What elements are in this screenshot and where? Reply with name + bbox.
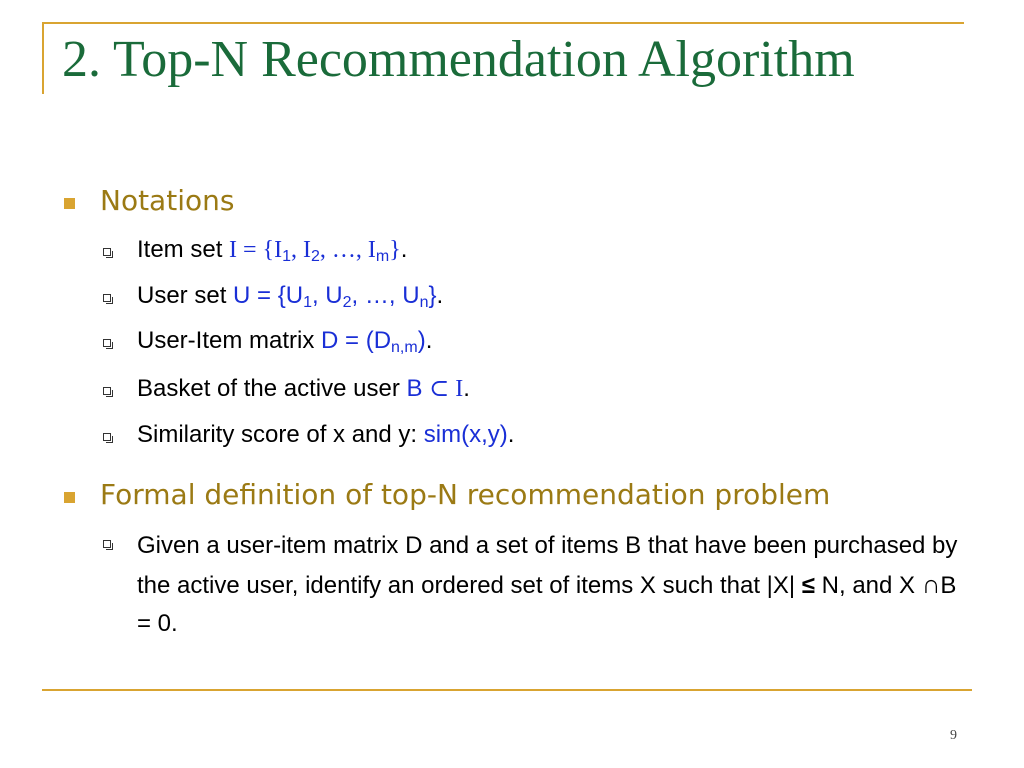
user-set-label: User set: [137, 282, 234, 309]
page-number: 9: [950, 728, 957, 743]
subset-symbol: ⊂: [429, 376, 450, 402]
square-bullet-icon: [64, 198, 75, 209]
formal-definition-heading: Formal definition of top-N recommendation problem: [100, 478, 831, 511]
hollow-square-bullet-icon: [103, 339, 111, 347]
item-set-open: I = {: [229, 237, 275, 263]
top-rule: [42, 22, 964, 24]
basket-label: Basket of the active user: [137, 375, 407, 402]
definition-paragraph: Given a user-item matrix D and a set of items B that have been purchased by the active user, identify an ordered set of items X such that |X| ≤ N, and X ∩B = 0.: [137, 532, 958, 637]
matrix-label: User-Item matrix: [137, 327, 322, 354]
item-set-label: Item set: [137, 236, 230, 263]
hollow-square-bullet-icon: [103, 433, 111, 441]
bottom-rule: [42, 689, 972, 691]
hollow-square-bullet-icon: [103, 294, 111, 302]
left-rule: [42, 22, 44, 94]
hollow-square-bullet-icon: [103, 387, 111, 395]
intersection-symbol: ∩: [921, 569, 941, 599]
slide-title: 2. Top-N Recommendation Algorithm: [62, 31, 855, 88]
hollow-square-bullet-icon: [103, 540, 111, 548]
hollow-square-bullet-icon: [103, 248, 111, 256]
similarity-label: Similarity score of x and y:: [137, 421, 424, 448]
square-bullet-icon: [64, 492, 75, 503]
notations-heading: Notations: [100, 184, 235, 217]
leq-symbol: ≤: [801, 572, 815, 599]
